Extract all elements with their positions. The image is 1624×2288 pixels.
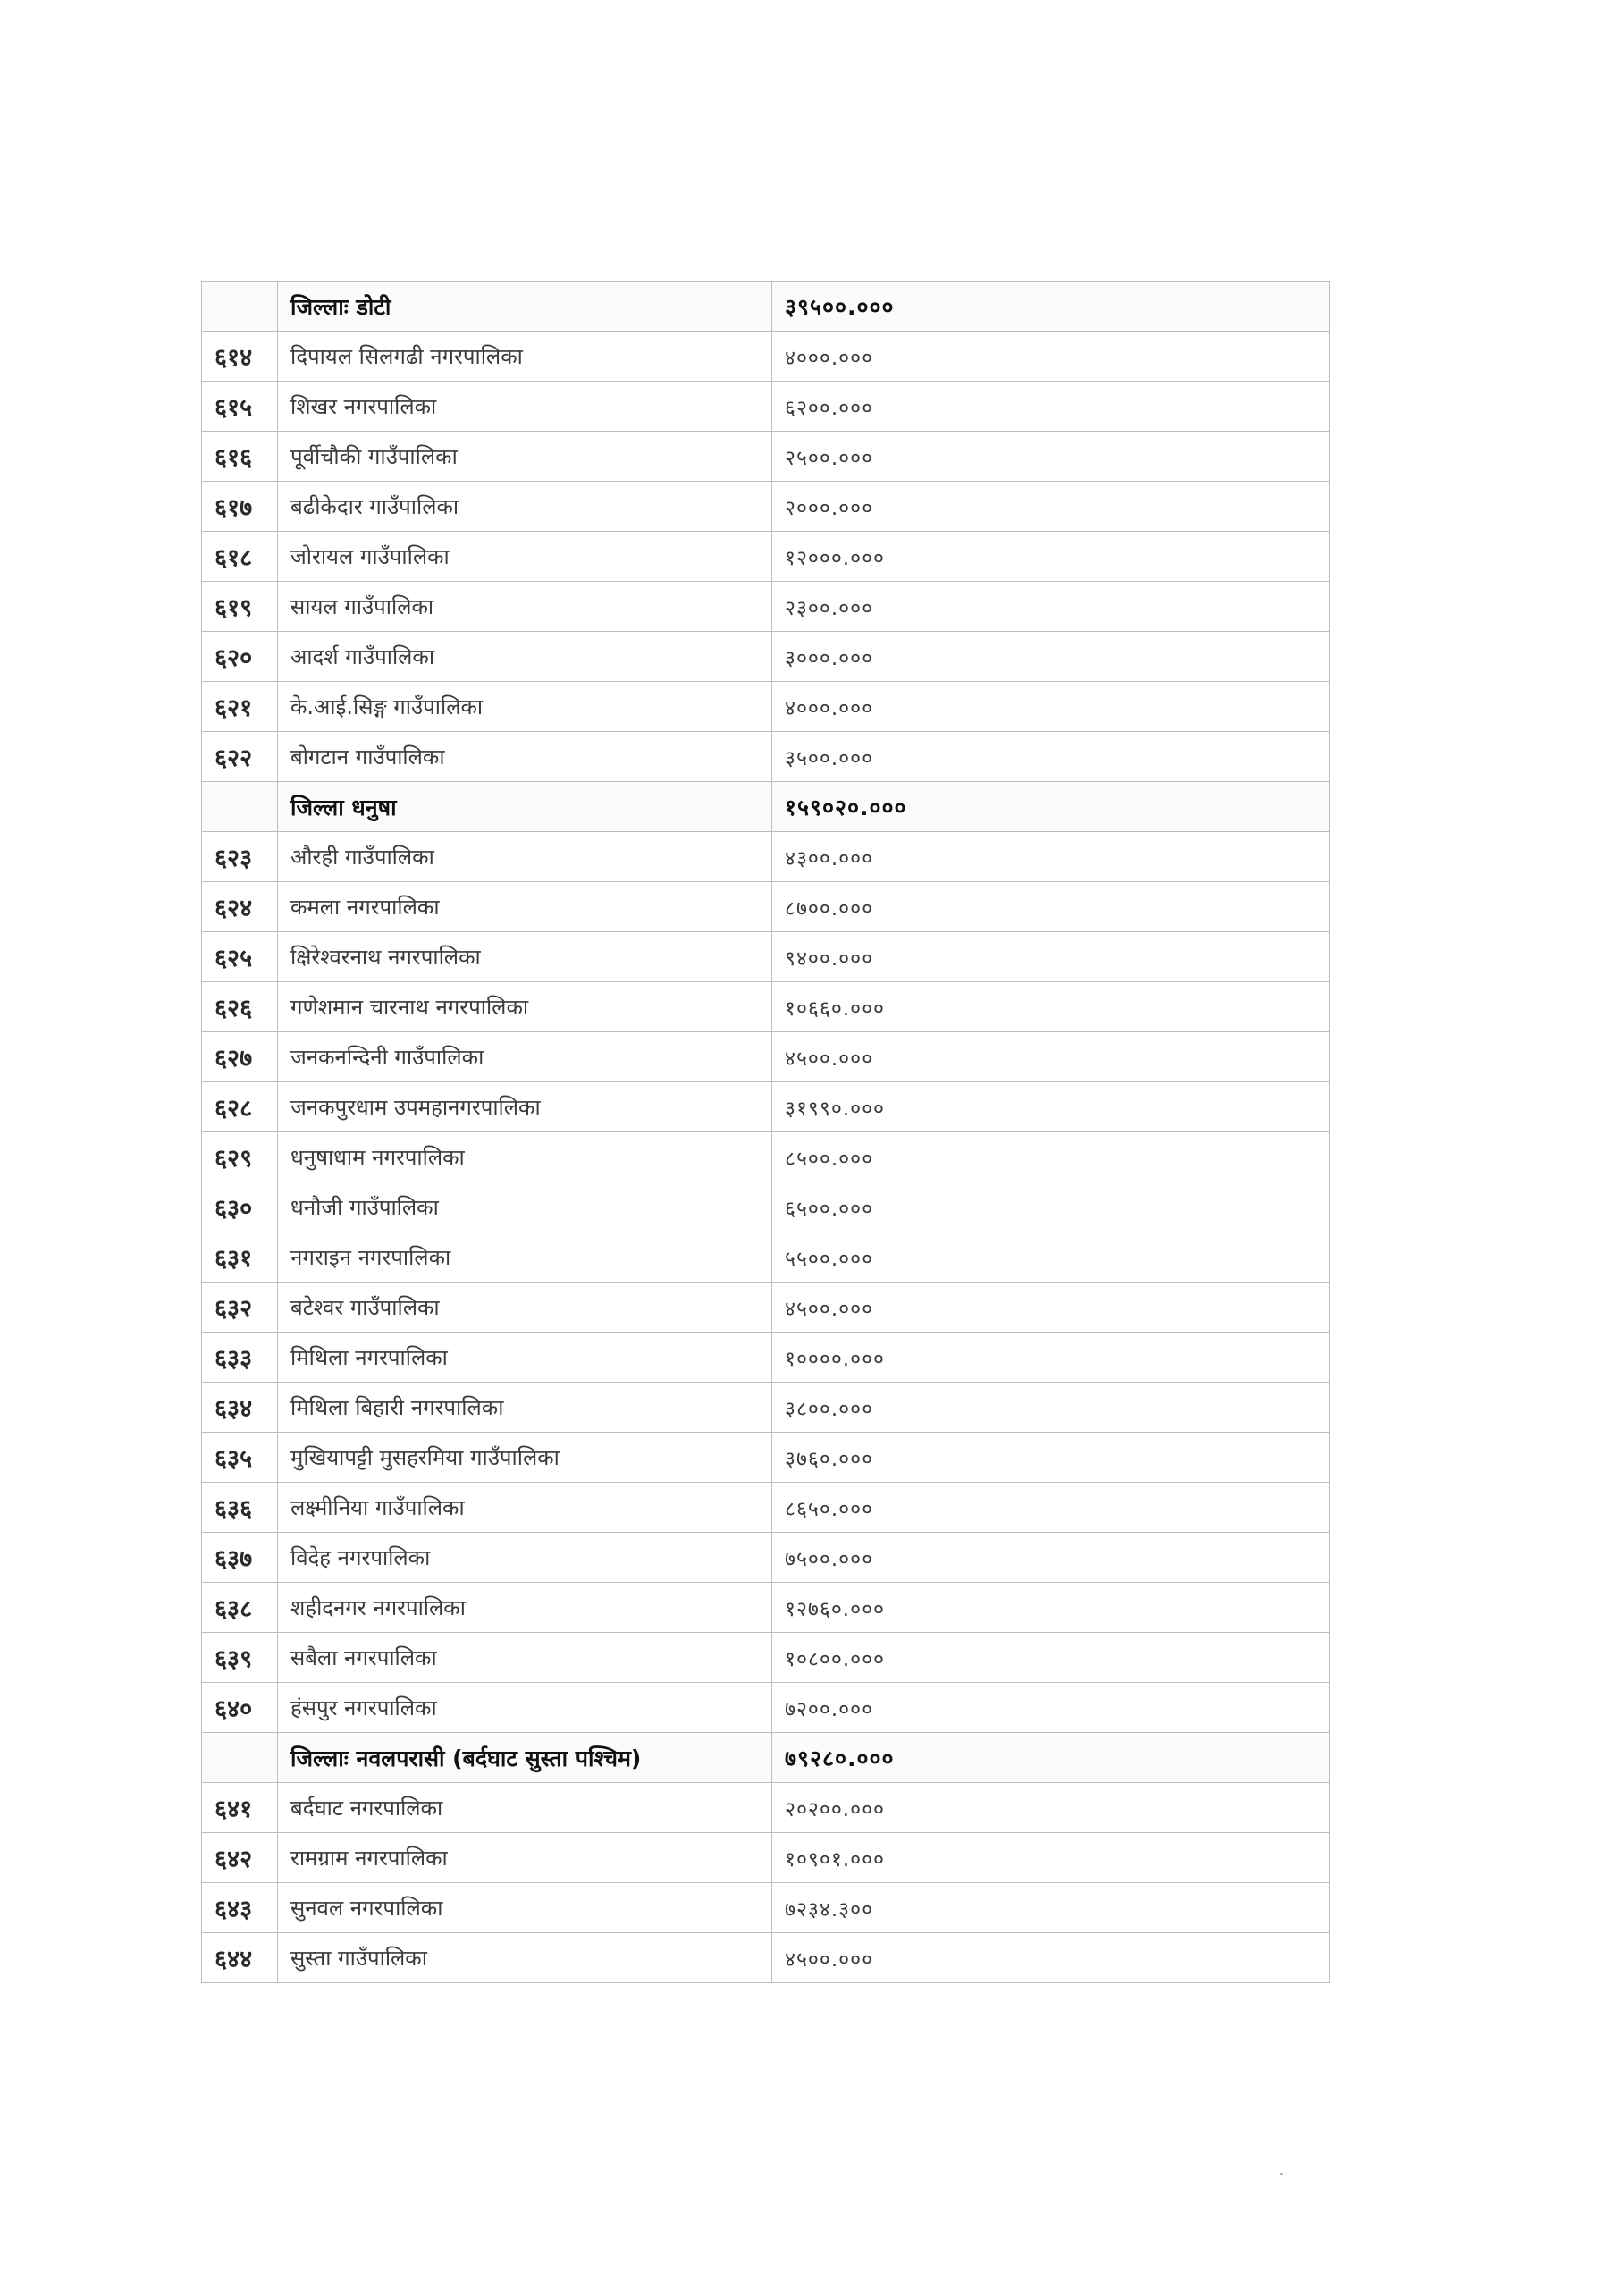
table-row [202,632,1330,682]
serial-number: ६४३ [202,1883,278,1933]
allocation-amount: २०२००.००० [772,1783,1330,1833]
local-body-name: दिपायल सिलगढी नगरपालिका [278,332,772,382]
serial-number: ६२७ [202,1032,278,1082]
table-row [202,832,1330,882]
table-row [202,1533,1330,1583]
local-body-name: सुनवल नगरपालिका [278,1883,772,1933]
local-body-name: मिथिला नगरपालिका [278,1333,772,1383]
table-row [202,1633,1330,1683]
local-body-name: औरही गाउँपालिका [278,832,772,882]
allocation-amount: ८७००.००० [772,882,1330,932]
serial-number: ६१८ [202,532,278,582]
district-row [202,1733,1330,1783]
allocation-amount: ३०००.००० [772,632,1330,682]
allocation-amount: २०००.००० [772,482,1330,532]
serial-number: ६२१ [202,682,278,732]
local-body-name: के.आई.सिङ्ग गाउँपालिका [278,682,772,732]
district-name: जिल्ला धनुषा [278,782,772,832]
local-body-name: जोरायल गाउँपालिका [278,532,772,582]
district-total-amount: ३९५००.००० [772,282,1330,332]
table-row [202,1283,1330,1333]
local-body-name: कमला नगरपालिका [278,882,772,932]
allocation-amount: ४५००.००० [772,1283,1330,1333]
serial-number: ६१४ [202,332,278,382]
serial-number: ६३८ [202,1583,278,1633]
local-body-name: शहीदनगर नगरपालिका [278,1583,772,1633]
allocation-amount: १२७६०.००० [772,1583,1330,1633]
serial-number [202,782,278,832]
table-row [202,1383,1330,1433]
table-row [202,1833,1330,1883]
table-row [202,1683,1330,1733]
allocation-amount: ७२००.००० [772,1683,1330,1733]
table-row [202,1483,1330,1533]
local-body-name: जनकनन्दिनी गाउँपालिका [278,1032,772,1082]
table-row [202,1132,1330,1182]
serial-number: ६४० [202,1683,278,1733]
allocation-amount: १००००.००० [772,1333,1330,1383]
allocation-amount: ४५००.००० [772,1933,1330,1983]
table-row [202,1232,1330,1283]
serial-number: ६२९ [202,1132,278,1182]
serial-number: ६२३ [202,832,278,882]
district-total-amount: १५९०२०.००० [772,782,1330,832]
local-body-name: क्षिरेश्वरनाथ नगरपालिका [278,932,772,982]
table-row [202,1783,1330,1833]
table-row [202,1333,1330,1383]
district-name: जिल्लाः नवलपरासी (बर्दघाट सुस्ता पश्चिम) [278,1733,772,1783]
table-row [202,982,1330,1032]
serial-number: ६४४ [202,1933,278,1983]
local-body-name: मिथिला बिहारी नगरपालिका [278,1383,772,1433]
local-body-name: हंसपुर नगरपालिका [278,1683,772,1733]
serial-number: ६२५ [202,932,278,982]
serial-number [202,1733,278,1783]
local-body-name: आदर्श गाउँपालिका [278,632,772,682]
serial-number: ६१९ [202,582,278,632]
allocation-amount: १२०००.००० [772,532,1330,582]
allocation-amount: ४३००.००० [772,832,1330,882]
table-row [202,332,1330,382]
serial-number: ६३४ [202,1383,278,1433]
table-row [202,432,1330,482]
table-row [202,1933,1330,1983]
scan-speck [1280,2173,1283,2175]
table-row [202,482,1330,532]
allocation-amount: ३१९९०.००० [772,1082,1330,1132]
serial-number: ६३२ [202,1283,278,1333]
district-name: जिल्लाः डोटी [278,282,772,332]
table-row [202,1433,1330,1483]
table-row [202,1182,1330,1232]
allocation-amount: ६२००.००० [772,382,1330,432]
table-row [202,532,1330,582]
table-row [202,882,1330,932]
allocation-amount: २३००.००० [772,582,1330,632]
table-row [202,1583,1330,1633]
serial-number: ६१७ [202,482,278,532]
allocation-amount: १०६६०.००० [772,982,1330,1032]
local-body-name: विदेह नगरपालिका [278,1533,772,1583]
table-row [202,1032,1330,1082]
serial-number: ६३१ [202,1232,278,1283]
table-row [202,382,1330,432]
allocation-amount: ४५००.००० [772,1032,1330,1082]
serial-number [202,282,278,332]
serial-number: ६३० [202,1182,278,1232]
allocation-amount: ३५००.००० [772,732,1330,782]
allocation-amount: ३८००.००० [772,1383,1330,1433]
local-body-name: सुस्ता गाउँपालिका [278,1933,772,1983]
allocation-amount: ७२३४.३०० [772,1883,1330,1933]
serial-number: ६४१ [202,1783,278,1833]
district-row [202,282,1330,332]
district-total-amount: ७९२८०.००० [772,1733,1330,1783]
local-body-name: बढीकेदार गाउँपालिका [278,482,772,532]
serial-number: ६४२ [202,1833,278,1883]
local-body-name: पूर्वीचौकी गाउँपालिका [278,432,772,482]
allocation-amount: ३७६०.००० [772,1433,1330,1483]
allocation-amount: ८६५०.००० [772,1483,1330,1533]
serial-number: ६२६ [202,982,278,1032]
allocation-amount: १०९०१.००० [772,1833,1330,1883]
table-row [202,932,1330,982]
local-body-name: जनकपुरधाम उपमहानगरपालिका [278,1082,772,1132]
local-body-name: मुखियापट्टी मुसहरमिया गाउँपालिका [278,1433,772,1483]
allocation-amount: ४०००.००० [772,682,1330,732]
table-row [202,732,1330,782]
serial-number: ६२८ [202,1082,278,1132]
table-row [202,682,1330,732]
local-body-name: बर्दघाट नगरपालिका [278,1783,772,1833]
serial-number: ६२४ [202,882,278,932]
district-row [202,782,1330,832]
local-body-name: रामग्राम नगरपालिका [278,1833,772,1883]
local-body-name: नगराइन नगरपालिका [278,1232,772,1283]
serial-number: ६१५ [202,382,278,432]
allocation-amount: ८५००.००० [772,1132,1330,1182]
table-row [202,1082,1330,1132]
allocation-amount: ६५००.००० [772,1182,1330,1232]
local-body-name: गणेशमान चारनाथ नगरपालिका [278,982,772,1032]
local-body-name: शिखर नगरपालिका [278,382,772,432]
local-body-name: बोगटान गाउँपालिका [278,732,772,782]
table-row [202,582,1330,632]
table-row [202,1883,1330,1933]
local-body-name: बटेश्वर गाउँपालिका [278,1283,772,1333]
allocation-amount: २५००.००० [772,432,1330,482]
serial-number: ६२० [202,632,278,682]
serial-number: ६१६ [202,432,278,482]
serial-number: ६२२ [202,732,278,782]
local-body-name: धनुषाधाम नगरपालिका [278,1132,772,1182]
local-body-name: लक्ष्मीनिया गाउँपालिका [278,1483,772,1533]
allocation-amount: ५५००.००० [772,1232,1330,1283]
local-body-name: सायल गाउँपालिका [278,582,772,632]
serial-number: ६३५ [202,1433,278,1483]
allocation-amount: १०८००.००० [772,1633,1330,1683]
serial-number: ६३६ [202,1483,278,1533]
serial-number: ६३७ [202,1533,278,1583]
serial-number: ६३९ [202,1633,278,1683]
serial-number: ६३३ [202,1333,278,1383]
allocation-amount: ४०००.००० [772,332,1330,382]
allocation-amount: ७५००.००० [772,1533,1330,1583]
local-body-name: सबैला नगरपालिका [278,1633,772,1683]
local-body-name: धनौजी गाउँपालिका [278,1182,772,1232]
allocation-amount: ९४००.००० [772,932,1330,982]
allocation-table [201,281,1330,1983]
